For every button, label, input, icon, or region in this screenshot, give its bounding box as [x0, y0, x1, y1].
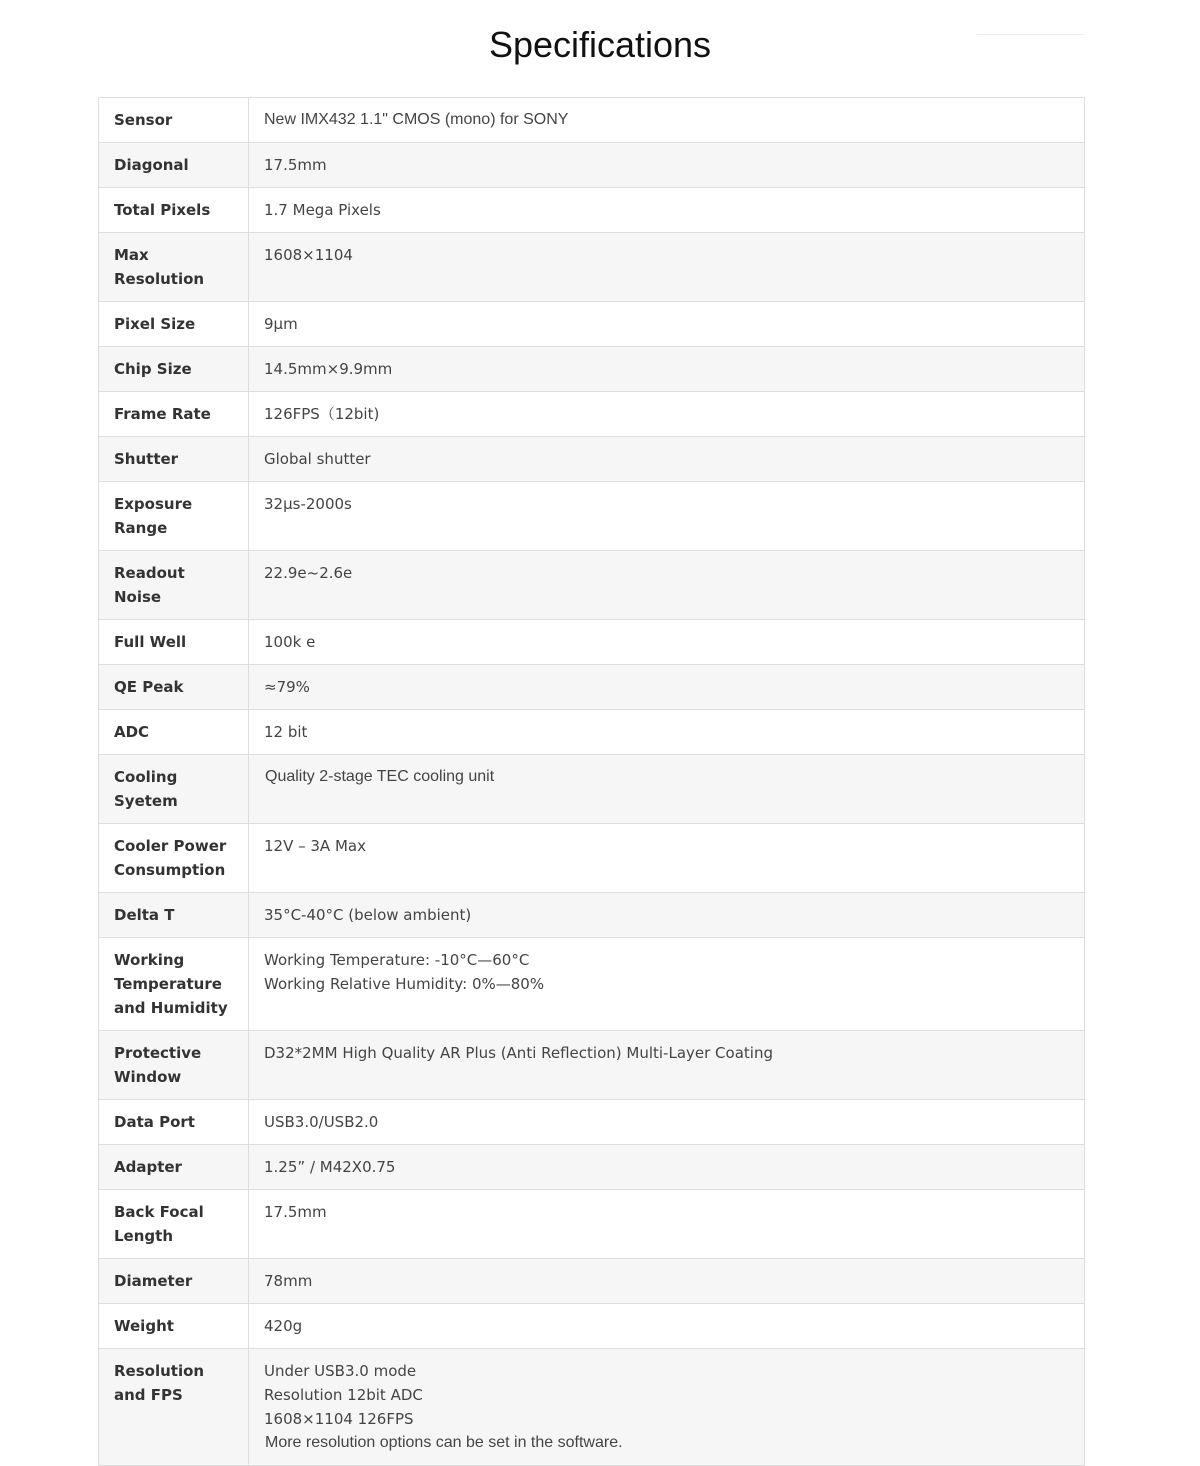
spec-label: Delta T	[99, 893, 249, 938]
table-row	[99, 755, 1085, 824]
spec-value: ≈79%	[249, 665, 1085, 710]
spec-value-text: Quality 2-stage TEC cooling unit	[265, 768, 495, 785]
spec-value-line: Working Temperature: -10°C—60°C	[264, 951, 530, 969]
spec-value: USB3.0/USB2.0	[249, 1100, 1085, 1145]
spec-label: Cooler Power Consumption	[99, 824, 249, 893]
table-row	[99, 824, 1085, 893]
spec-value-line: Under USB3.0 mode	[264, 1362, 417, 1380]
table-row	[99, 188, 1085, 233]
spec-label: Pixel Size	[99, 302, 249, 347]
spec-value: D32*2MM High Quality AR Plus (Anti Reflection) Multi-Layer Coating	[249, 1031, 1085, 1100]
spec-value-line: 1608×1104 126FPS	[264, 1410, 414, 1428]
table-row	[99, 1145, 1085, 1190]
spec-value: 1.7 Mega Pixels	[249, 188, 1085, 233]
spec-value: 22.9e~2.6e	[249, 551, 1085, 620]
table-row	[99, 1259, 1085, 1304]
table-row	[99, 98, 1085, 143]
spec-value-line: More resolution options can be set in the software.	[265, 1434, 623, 1451]
table-row	[99, 665, 1085, 710]
table-row	[99, 710, 1085, 755]
spec-value: Global shutter	[249, 437, 1085, 482]
table-row	[99, 392, 1085, 437]
title-divider	[977, 34, 1084, 35]
table-row	[99, 938, 1085, 1031]
table-row	[99, 233, 1085, 302]
table-row	[99, 302, 1085, 347]
spec-value-line: Working Relative Humidity: 0%—80%	[264, 975, 545, 993]
spec-label: QE Peak	[99, 665, 249, 710]
spec-value: 1608×1104	[249, 233, 1085, 302]
spec-label: Protective Window	[99, 1031, 249, 1100]
table-row	[99, 1349, 1085, 1466]
spec-label: Adapter	[99, 1145, 249, 1190]
spec-label: Diameter	[99, 1259, 249, 1304]
table-row	[99, 1304, 1085, 1349]
spec-label: ADC	[99, 710, 249, 755]
table-row	[99, 551, 1085, 620]
spec-label: Diagonal	[99, 143, 249, 188]
spec-value: 100k e	[249, 620, 1085, 665]
spec-value: 35°C-40°C (below ambient)	[249, 893, 1085, 938]
spec-value: 9μm	[249, 302, 1085, 347]
spec-label: Data Port	[99, 1100, 249, 1145]
table-row	[99, 893, 1085, 938]
spec-label: Max Resolution	[99, 233, 249, 302]
table-row	[99, 1100, 1085, 1145]
spec-label: Cooling Syetem	[99, 755, 249, 824]
spec-value	[249, 1349, 1085, 1466]
spec-value: 17.5mm	[249, 1190, 1085, 1259]
spec-value: 17.5mm	[249, 143, 1085, 188]
spec-value	[249, 938, 1085, 1031]
spec-label: Weight	[99, 1304, 249, 1349]
spec-label: Chip Size	[99, 347, 249, 392]
spec-value: 420g	[249, 1304, 1085, 1349]
table-row	[99, 437, 1085, 482]
spec-value: 1.25” / M42X0.75	[249, 1145, 1085, 1190]
spec-value: 32μs-2000s	[249, 482, 1085, 551]
spec-value: 12V – 3A Max	[249, 824, 1085, 893]
specifications-table	[98, 97, 1085, 1466]
spec-value: 14.5mm×9.9mm	[249, 347, 1085, 392]
spec-value: 12 bit	[249, 710, 1085, 755]
table-row	[99, 482, 1085, 551]
spec-label: Sensor	[99, 98, 249, 143]
spec-value: 126FPS（12bit)	[249, 392, 1085, 437]
spec-value: 78mm	[249, 1259, 1085, 1304]
table-row	[99, 1190, 1085, 1259]
spec-label: Readout Noise	[99, 551, 249, 620]
spec-label: Resolution and FPS	[99, 1349, 249, 1466]
spec-value	[249, 755, 1085, 824]
spec-label: Back Focal Length	[99, 1190, 249, 1259]
spec-value-line: Resolution 12bit ADC	[264, 1386, 423, 1404]
page-title: Specifications	[488, 24, 712, 65]
spec-label: Frame Rate	[99, 392, 249, 437]
spec-label: Exposure Range	[99, 482, 249, 551]
spec-label: Full Well	[99, 620, 249, 665]
table-row	[99, 620, 1085, 665]
spec-value: New IMX432 1.1" CMOS (mono) for SONY	[249, 98, 1085, 143]
table-row	[99, 1031, 1085, 1100]
spec-label: Shutter	[99, 437, 249, 482]
spec-label: Total Pixels	[99, 188, 249, 233]
spec-label: Working Temperature and Humidity	[99, 938, 249, 1031]
table-row	[99, 143, 1085, 188]
table-row	[99, 347, 1085, 392]
